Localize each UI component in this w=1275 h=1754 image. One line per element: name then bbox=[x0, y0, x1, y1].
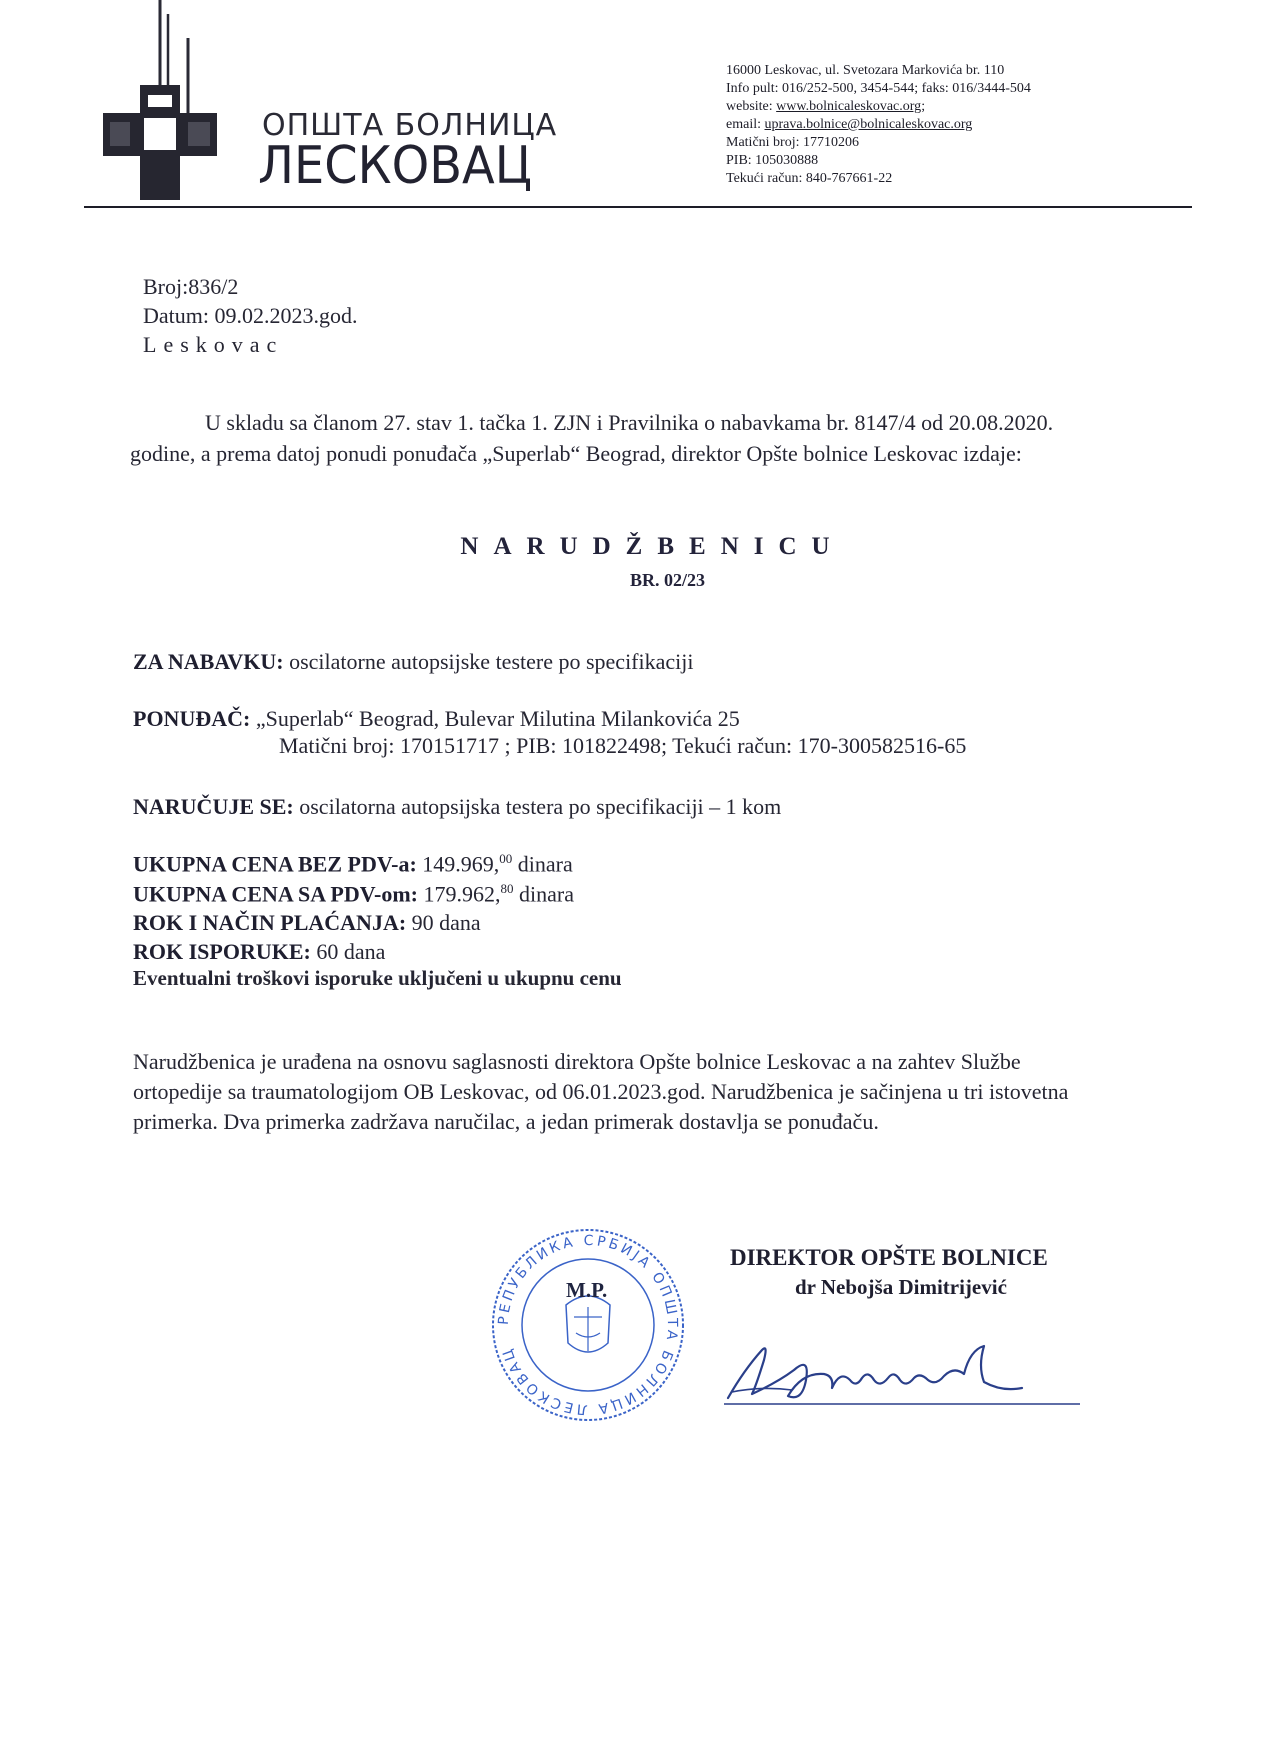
contact-pib: PIB: 105030888 bbox=[726, 153, 819, 168]
reference-number: Broj:836/2 bbox=[143, 274, 239, 299]
intro-line-2: godine, a prema datoj ponudi ponuđača „Superlab“ Beograd, direktor Opšte bolnice Leskovac izdaje: bbox=[130, 441, 1022, 466]
contact-block bbox=[726, 62, 1031, 188]
closing-line-1: Narudžbenica je urađena na osnovu saglasnosti direktora Opšte bolnice Leskovac a na zahtev Službe bbox=[133, 1049, 1021, 1074]
cena-bez-label: UKUPNA CENA BEZ PDV-a: bbox=[133, 851, 417, 877]
mp-label: M.P. bbox=[566, 1278, 608, 1302]
contact-maticni: Matični broj: 17710206 bbox=[726, 135, 859, 150]
field-za-nabavku bbox=[133, 649, 693, 675]
narucuje-label: NARUČUJE SE: bbox=[133, 794, 294, 819]
contact-info: Info pult: 016/252-500, 3454-544; faks: 016/3444-504 bbox=[726, 81, 1031, 96]
za-nabavku-value: oscilatorne autopsijske testere po specifikaciji bbox=[283, 649, 694, 674]
narucuje-value: oscilatorna autopsijska testera po specifikaciji – 1 kom bbox=[293, 794, 782, 819]
field-cena-sa-pdv bbox=[133, 881, 574, 907]
cena-sa-value: 179.962, bbox=[417, 881, 501, 907]
closing-line-3: primerka. Dva primerka zadržava naručilac, a jedan primerak dostavlja se ponuđaču. bbox=[133, 1109, 879, 1134]
reference-date: Datum: 09.02.2023.god. bbox=[143, 303, 358, 328]
document-number: BR. 02/23 bbox=[629, 570, 705, 590]
cena-bez-decimals: 00 bbox=[499, 851, 513, 866]
director-name: dr Nebojša Dimitrijević bbox=[795, 1275, 1007, 1299]
director-title: DIREKTOR OPŠTE BOLNICE bbox=[730, 1245, 1048, 1270]
field-cena-bez-pdv bbox=[133, 851, 573, 877]
closing-line-2: ortopedije sa traumatologijom OB Leskovac, od 06.01.2023.god. Narudžbenica je sačinjena u tri istovetna bbox=[133, 1079, 1069, 1104]
rok-placanja-label: ROK I NAČIN PLAĆANJA: bbox=[133, 910, 407, 935]
hospital-name-line2: ЛЕСКОВАЦ bbox=[258, 136, 532, 196]
rok-placanja-value: 90 dana bbox=[406, 910, 481, 935]
contact-website-suffix: ; bbox=[921, 99, 926, 114]
contact-email-link[interactable]: uprava.bolnice@bolnicaleskovac.org bbox=[764, 117, 973, 132]
cena-sa-unit: dinara bbox=[513, 881, 574, 907]
contact-website-link[interactable]: www.bolnicaleskovac.org bbox=[776, 99, 922, 114]
stamp-text: РЕПУБЛИКА СРБИЈА ОПШТА БОЛНИЦА ЛЕСКОВАЦ bbox=[495, 1232, 681, 1418]
cena-sa-label: UKUPNA CENA SA PDV-om: bbox=[133, 881, 418, 907]
field-ponudjac bbox=[133, 706, 740, 732]
contact-racun: Tekući račun: 840-767661-22 bbox=[726, 171, 893, 186]
rok-isporuke-label: ROK ISPORUKE: bbox=[133, 939, 311, 964]
za-nabavku-label: ZA NABAVKU: bbox=[133, 649, 284, 674]
contact-email-row bbox=[726, 116, 1031, 134]
contact-website-row bbox=[726, 98, 1031, 116]
ponudjac-value: „Superlab“ Beograd, Bulevar Milutina Milankovića 25 bbox=[250, 706, 740, 731]
contact-email-label: email: bbox=[726, 117, 765, 132]
field-rok-isporuke bbox=[133, 939, 385, 965]
rok-isporuke-value: 60 dana bbox=[310, 939, 386, 964]
contact-website-label: website: bbox=[726, 99, 777, 114]
ponudjac-ids: Matični broj: 170151717 ; PIB: 101822498; Tekući račun: 170-300582516-65 bbox=[279, 733, 967, 758]
hospital-name-line1: ОПШТА БОЛНИЦА bbox=[262, 108, 558, 143]
ponudjac-label: PONUĐAČ: bbox=[133, 706, 251, 731]
reference-place: Leskovac bbox=[143, 332, 284, 357]
cena-bez-unit: dinara bbox=[512, 851, 573, 877]
field-rok-placanja bbox=[133, 910, 481, 936]
header-divider bbox=[84, 206, 1192, 208]
reference-block bbox=[143, 272, 358, 359]
hospital-cross-logo bbox=[100, 0, 220, 205]
delivery-costs-note: Eventualni troškovi isporuke uključeni u ukupnu cenu bbox=[133, 966, 622, 990]
document-title: NARUDŽBENICU bbox=[460, 533, 845, 560]
official-stamp bbox=[488, 1225, 688, 1425]
cena-sa-decimals: 80 bbox=[500, 881, 514, 896]
cena-bez-value: 149.969, bbox=[416, 851, 500, 877]
contact-address: 16000 Leskovac, ul. Svetozara Markovića br. 110 bbox=[726, 63, 1005, 78]
handwritten-signature bbox=[722, 1330, 1082, 1410]
field-narucuje bbox=[133, 794, 781, 820]
intro-line-1: U skladu sa članom 27. stav 1. tačka 1. ZJN i Pravilnika o nabavkama br. 8147/4 od 20.08.2020. bbox=[205, 410, 1054, 435]
